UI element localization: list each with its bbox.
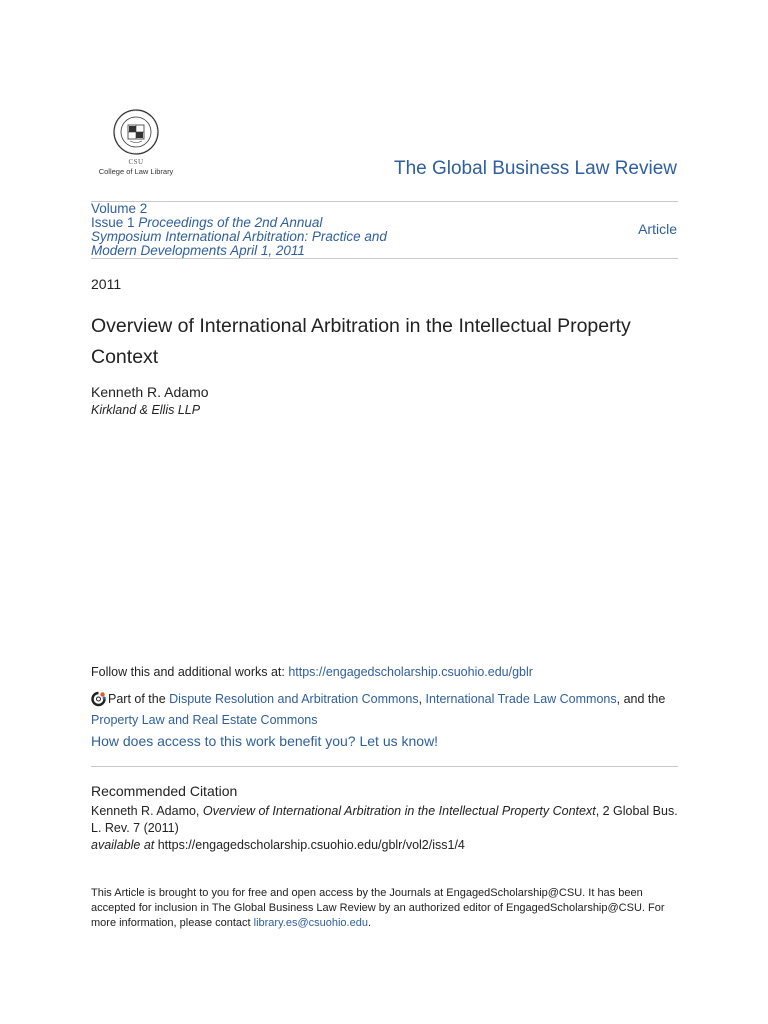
issue-info: [91, 202, 391, 258]
university-seal-icon: [112, 108, 160, 156]
author-affiliation: Kirkland & Ellis LLP: [91, 403, 201, 417]
follow-line: [91, 665, 533, 679]
logo-csu-text: CSU: [128, 158, 144, 166]
part-of-sep1: ,: [418, 692, 426, 706]
follow-text: Follow this and additional works at:: [91, 665, 289, 679]
dispute-resolution-commons-link[interactable]: Dispute Resolution and Arbitration Commons: [169, 692, 419, 706]
footer-text: This Article is brought to you for free and open access by the Journals at EngagedScholarship@CSU. It has been accepted for inclusion in The Global Business Law Review by an authorized editor of EngagedScholarship@CSU. For more information, please contact: [91, 887, 665, 929]
footer-end: .: [367, 917, 371, 929]
article-type-link[interactable]: Article: [638, 221, 677, 237]
part-of-prefix: Part of the: [108, 692, 170, 706]
paper-title: Overview of International Arbitration in the Intellectual Property Context: [91, 315, 631, 368]
access-feedback-link[interactable]: How does access to this work benefit you? Let us know!: [91, 733, 439, 749]
contact-email-link[interactable]: library.es@csuohio.edu: [253, 917, 368, 929]
divider-issue: [91, 258, 678, 259]
publication-year: 2011: [91, 276, 122, 292]
logo-library-text: College of Law Library: [98, 167, 174, 176]
library-logo: [86, 108, 186, 176]
footer-note: [91, 886, 681, 931]
citation-title: Overview of International Arbitration in the Intellectual Property Context: [202, 804, 596, 818]
issue-prefix: Issue 1: [91, 215, 139, 230]
property-law-commons-link[interactable]: Property Law and Real Estate Commons: [91, 713, 318, 727]
divider-citation: [91, 766, 678, 767]
citation-author: Kenneth R. Adamo,: [91, 804, 203, 818]
recommended-citation-heading: Recommended Citation: [91, 783, 238, 799]
issue-title: Proceedings of the 2nd Annual Symposium International Arbitration: Practice and Modern Developments April 1, 2011: [91, 215, 387, 258]
volume-link[interactable]: Volume 2: [91, 201, 148, 216]
citation-rest: , 2 Global Bus. L. Rev. 7 (2011): [91, 804, 678, 835]
author-name: Kenneth R. Adamo: [91, 384, 209, 400]
citation-url: https://engagedscholarship.csuohio.edu/gblr/vol2/iss1/4: [157, 838, 465, 852]
follow-url-link[interactable]: https://engagedscholarship.csuohio.edu/gblr: [288, 665, 533, 679]
part-of-sep2: , and the: [616, 692, 666, 706]
issue-link[interactable]: [91, 215, 387, 258]
part-of-line: [91, 689, 691, 731]
journal-title-link[interactable]: The Global Business Law Review: [393, 158, 677, 179]
citation-available-label: available at: [91, 838, 155, 852]
citation-text: [91, 803, 683, 854]
international-trade-commons-link[interactable]: International Trade Law Commons: [425, 692, 617, 706]
creative-commons-icon: [91, 691, 106, 707]
